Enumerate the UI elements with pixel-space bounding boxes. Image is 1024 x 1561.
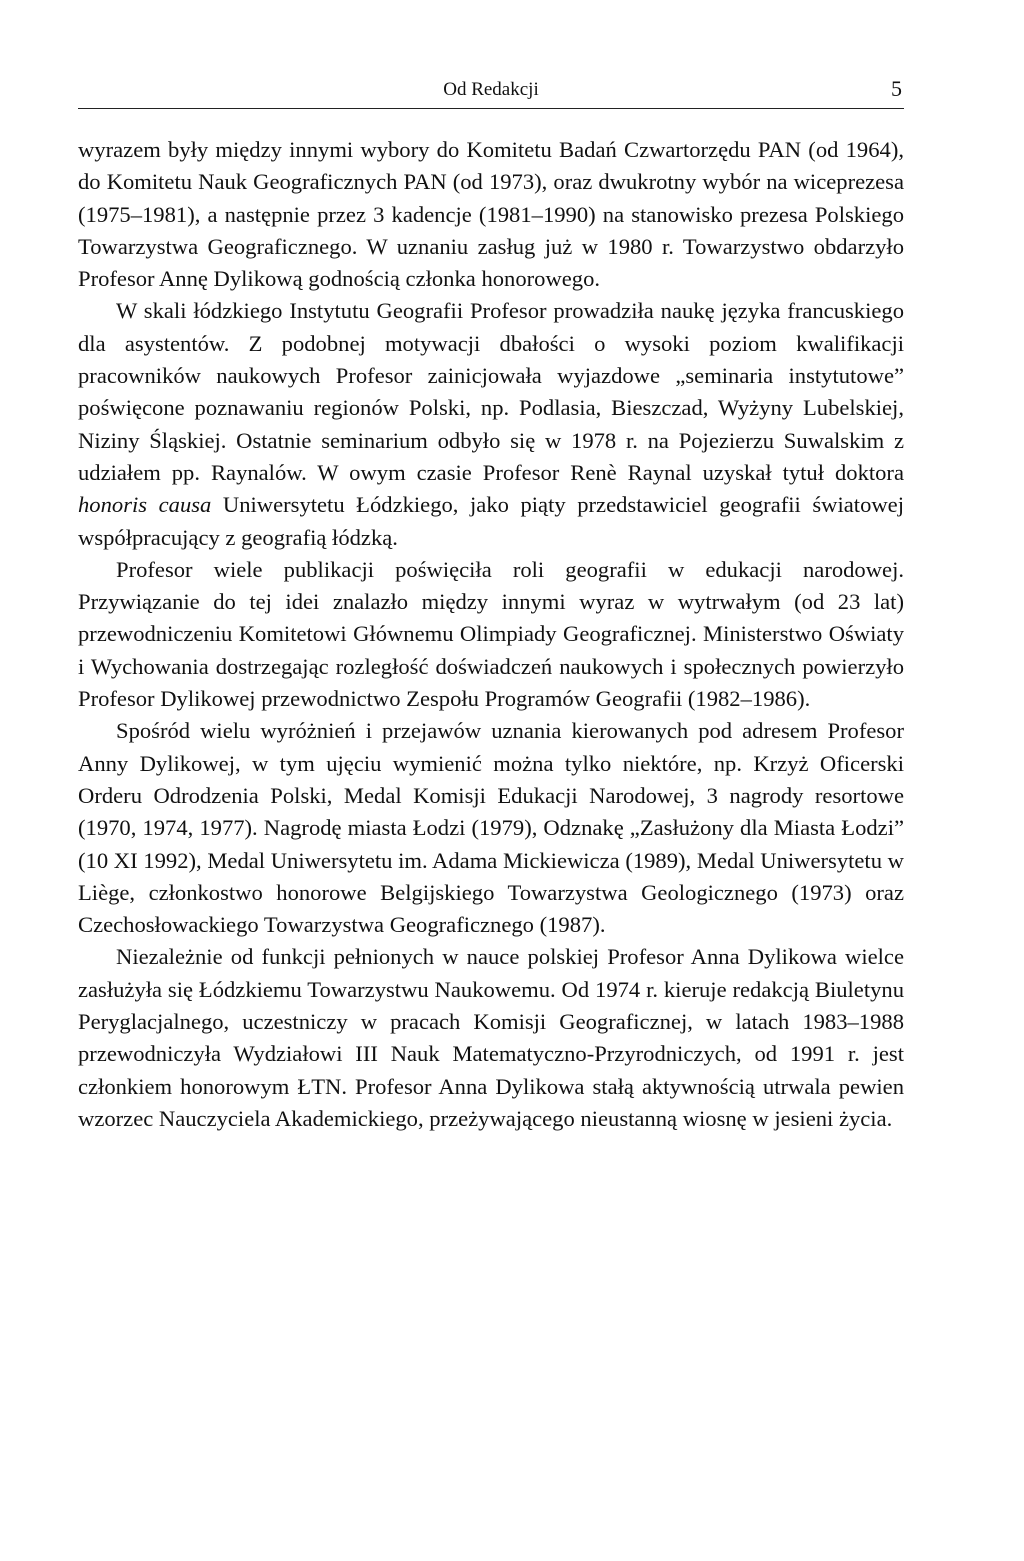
paragraph-2-italic-phrase: honoris causa	[78, 492, 212, 518]
paragraph-5: Niezależnie od funkcji pełnionych w nauce polskiej Profesor Anna Dylikowa wielce zasłużyła się Łódzkiemu Towarzystwu Naukowemu. Od 1974 r. kieruje redakcją Biuletynu Peryglacjalnego, uczestniczy w pracach Komisji Geograficznej, w latach 1983–1988 przewodniczyła Wydziałowi III Nauk Matematyczno-Przyrodniczych, od 1991 r. jest członkiem honorowym ŁTN. Profesor Anna Dylikowa stałą aktywnością utrwala pewien wzorzec Nauczyciela Akademickiego, przeżywającego nieustanną wiosnę w jesieni życia.	[78, 944, 904, 1131]
running-header	[78, 78, 904, 109]
paragraph-2-text-after: Uniwersytetu Łódzkiego, jako piąty przedstawiciel geografii światowej współpracujący z geografią łódzką.	[78, 492, 904, 550]
paragraph-2-text-before: W skali łódzkiego Instytutu Geografii Profesor prowadziła naukę języka francuskiego dla asystentów. Z podobnej motywacji dbałości o wysoki poziom kwalifikacji pracowników naukowych Profesor zainicjowała wyjazdowe „seminaria instytutowe” poświęcone poznawaniu regionów Polski, np. Podlasia, Bieszczad, Wyżyny Lubelskiej, Niziny Śląskiej. Ostatnie seminarium odbyło się w 1978 r. na Pojezierzu Suwalskim z udziałem pp. Raynalów. W owym czasie Profesor Renè Raynal uzyskał tytuł doktora	[78, 298, 904, 485]
paragraph-3: Profesor wiele publikacji poświęciła roli geografii w edukacji narodowej. Przywiązanie do tej idei znalazło między innymi wyraz w wytrwałym (od 23 lat) przewodniczeniu Komitetowi Głównemu Olimpiady Geograficznej. Ministerstwo Oświaty i Wychowania dostrzegając rozległość doświadczeń naukowych i społecznych powierzyło Profesor Dylikowej przewodnictwo Zespołu Programów Geografii (1982–1986).	[78, 556, 904, 712]
paragraph-4: Spośród wielu wyróżnień i przejawów uznania kierowanych pod adresem Profesor Anny Dylikowej, w tym ujęciu wymienić można tylko niektóre, np. Krzyż Oficerski Orderu Odrodzenia Polski, Medal Komisji Edukacji Narodowej, 3 nagrody resortowe (1970, 1974, 1977). Nagrodę miasta Łodzi (1979), Odznakę „Zasłużony dla Miasta Łodzi” (10 XI 1992), Medal Uniwersytetu im. Adama Mickiewicza (1989), Medal Uniwersytetu w Liège, członkostwo honorowe Belgijskiego Towarzystwa Geologicznego (1973) oraz Czechosłowackiego Towarzystwa Geograficznego (1987).	[78, 718, 904, 938]
page-number: 5	[891, 76, 902, 101]
paragraph-1: wyrazem były między innymi wybory do Komitetu Badań Czwartorzędu PAN (od 1964), do Komitetu Nauk Geograficznych PAN (od 1973), oraz dwukrotny wybór na wiceprezesa (1975–1981), a następnie przez 3 kadencje (1981–1990) na stanowisko prezesa Polskiego Towarzystwa Geograficznego. W uznaniu zasług już w 1980 r. Towarzystwo obdarzyło Profesor Annę Dylikową godnością członka honorowego.	[78, 137, 904, 292]
running-title: Od Redakcji	[443, 79, 539, 100]
paragraph-2	[78, 295, 904, 553]
body-text	[78, 134, 904, 1135]
